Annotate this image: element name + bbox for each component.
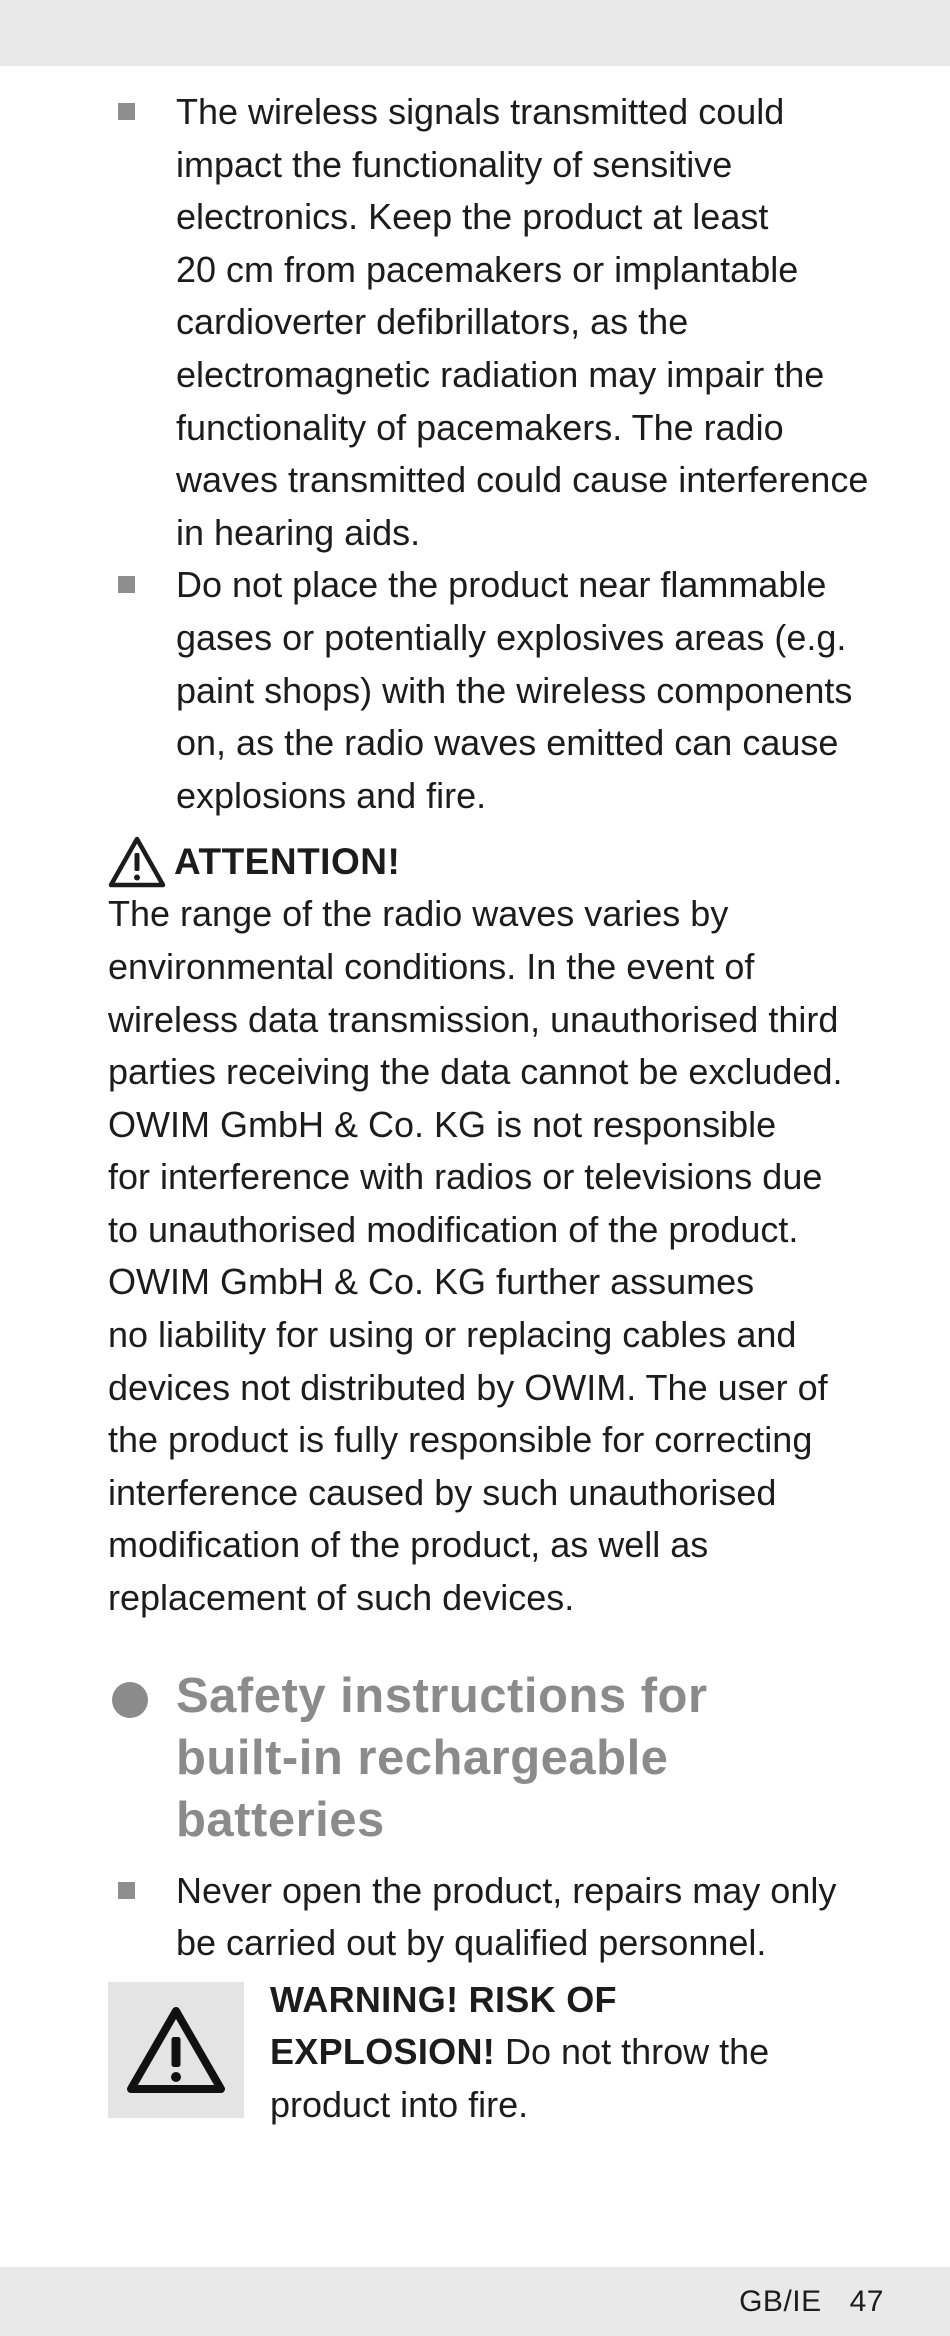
attention-line: the product is fully responsible for correcting — [108, 1419, 813, 1461]
top-margin-band — [0, 0, 950, 66]
warning-strong-text: EXPLOSION! — [270, 2031, 496, 2073]
bullet-line: gases or potentially explosives areas (e.g. — [176, 616, 847, 658]
bullet-line: cardioverter defibrillators, as the — [176, 301, 689, 343]
footer-region: GB/IE — [739, 2285, 822, 2318]
bullet-item — [108, 86, 888, 559]
page-number: 47 — [849, 2285, 884, 2318]
warning-block — [108, 1978, 888, 2132]
attention-body — [108, 888, 888, 1624]
section-bullet-icon — [112, 1682, 148, 1718]
attention-line: replacement of such devices. — [108, 1577, 575, 1619]
bullet-line: explosions and fire. — [176, 774, 487, 816]
section-title-line: Safety instructions for — [176, 1668, 708, 1723]
bullet-line: impact the functionality of sensitive — [176, 143, 733, 185]
warning-triangle-icon — [126, 2005, 226, 2095]
bullet-item — [108, 1865, 888, 1970]
bullet-line: waves transmitted could cause interference — [176, 459, 869, 501]
bullet-line: paint shops) with the wireless components — [176, 669, 853, 711]
warning-body-text: Do not throw the — [495, 2031, 770, 2073]
attention-line: The range of the radio waves varies by — [108, 893, 729, 935]
bullet-line: Never open the product, repairs may only — [176, 1869, 837, 1911]
bullet-square-icon — [118, 576, 135, 593]
bullet-line: The wireless signals transmitted could — [176, 91, 785, 132]
attention-line: modification of the product, as well as — [108, 1524, 709, 1566]
attention-heading — [108, 836, 888, 888]
bullet-line: functionality of pacemakers. The radio — [176, 406, 784, 448]
section-title-line: built-in rechargeable — [176, 1730, 669, 1785]
attention-line: for interference with radios or televisions due — [108, 1156, 823, 1198]
attention-line: environmental conditions. In the event of — [108, 945, 755, 987]
bullet-square-icon — [118, 103, 135, 120]
footer — [739, 2285, 884, 2319]
section-title-line: batteries — [176, 1792, 385, 1847]
attention-line: wireless data transmission, unauthorised third — [108, 998, 839, 1040]
bullet-item — [108, 559, 888, 822]
warning-strong-text: WARNING! RISK OF — [270, 1978, 617, 2020]
bullet-line: electromagnetic radiation may impair the — [176, 353, 825, 395]
bullet-line: electronics. Keep the product at least — [176, 196, 769, 238]
bullet-line: be carried out by qualified personnel. — [176, 1922, 767, 1964]
warning-body-text: product into fire. — [270, 2084, 529, 2125]
bullet-line: 20 cm from pacemakers or implantable — [176, 248, 799, 290]
bullet-line: in hearing aids. — [176, 511, 421, 553]
attention-line: to unauthorised modification of the product. — [108, 1208, 799, 1250]
bullet-line: on, as the radio waves emitted can cause — [176, 722, 839, 764]
attention-line: parties receiving the data cannot be excluded. — [108, 1051, 843, 1093]
bullet-line: Do not place the product near flammable — [176, 564, 827, 606]
attention-line: interference caused by such unauthorised — [108, 1471, 777, 1513]
warning-triangle-icon — [108, 836, 166, 888]
section-heading — [108, 1665, 888, 1851]
warning-icon-box — [108, 1982, 244, 2118]
attention-line: devices not distributed by OWIM. The user of — [108, 1366, 828, 1408]
attention-line: OWIM GmbH & Co. KG is not responsible — [108, 1103, 777, 1145]
attention-line: no liability for using or replacing cables and — [108, 1314, 797, 1356]
page-content — [108, 86, 888, 2132]
bullet-square-icon — [118, 1882, 135, 1899]
warning-text — [270, 1974, 769, 2132]
attention-title: ATTENTION! — [174, 841, 401, 883]
attention-line: OWIM GmbH & Co. KG further assumes — [108, 1261, 755, 1303]
